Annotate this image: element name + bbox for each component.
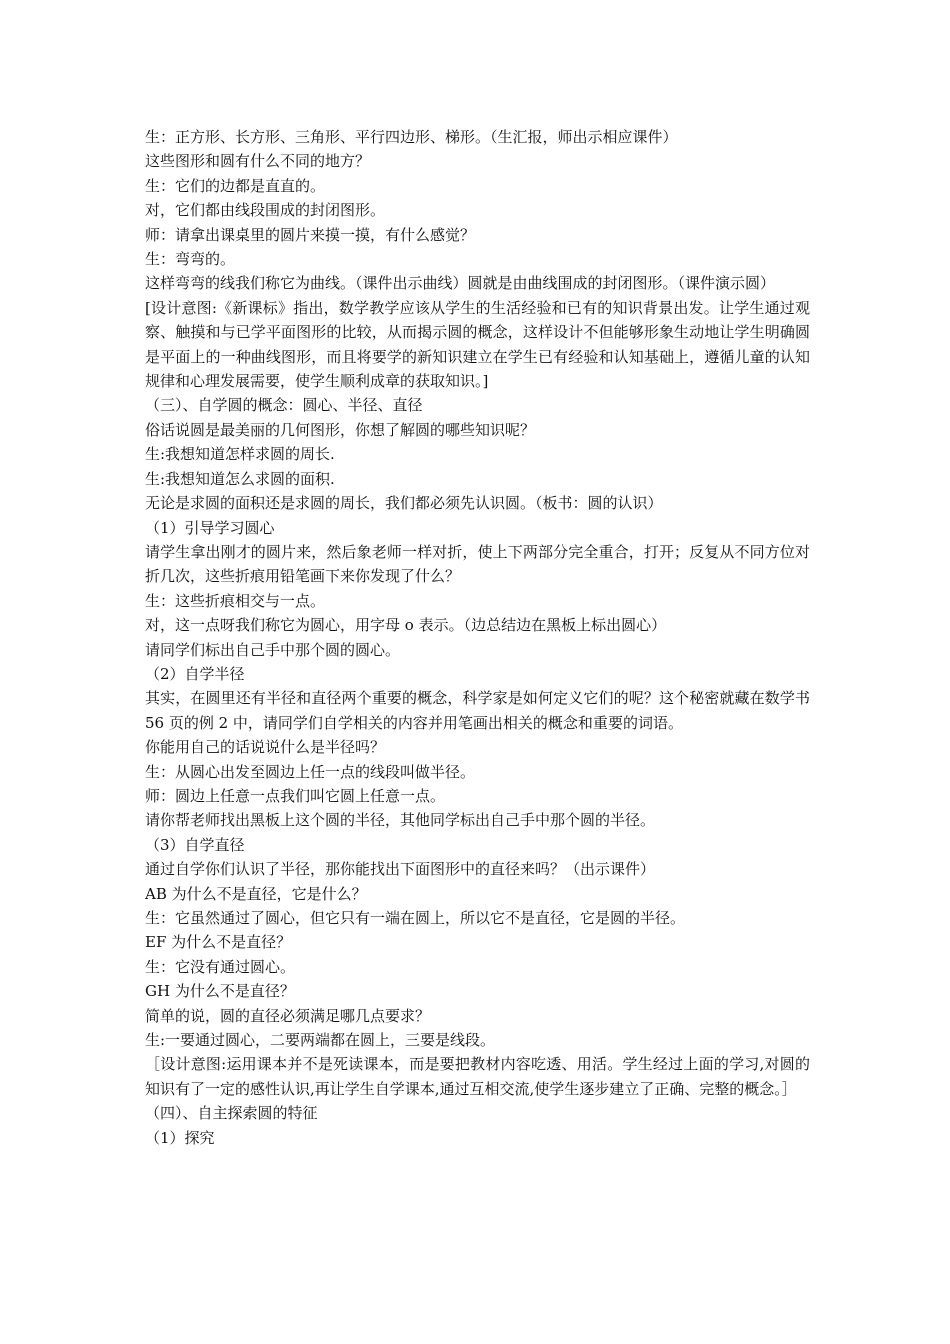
subsection-heading: （2）自学半径 xyxy=(145,664,245,683)
text-line: 生:我想知道怎样求圆的周长. xyxy=(145,445,335,464)
text-line: 生：正方形、长方形、三角形、平行四边形、梯形。（生汇报，师出示相应课件） xyxy=(145,128,678,146)
text-line: GH 为什么不是直径？ xyxy=(145,982,295,1001)
text-line: 生：弯弯的。 xyxy=(145,250,236,269)
text-line: 这些图形和圆有什么不同的地方？ xyxy=(145,152,371,171)
text-line: 生：这些折痕相交与一点。 xyxy=(145,591,326,610)
text-line: 请你帮老师找出黑板上这个圆的半径，其他同学标出自己手中那个圆的半径。 xyxy=(145,811,656,830)
text-line: 生:一要通过圆心，二要两端都在圆上，三要是线段。 xyxy=(145,1031,496,1050)
design-intent-paragraph: [设计意图:《新课标》指出，数学教学应该从学生的生活经验和已有的知识背景出发。让学生通过观察、触摸和与已学平面图形的比较，从而揭示圆的概念，这样设计不但能够形象生动地让学生明确圆是平面上的一种曲线图形，而且将要学的新知识建立在学生已有经验和认知基础上，遵循儿童的认知规律和心理发展需要，使学生顺利成章的获取知识。] xyxy=(145,298,810,391)
subsection-heading: （1）引导学习圆心 xyxy=(145,518,275,537)
text-line: 对，它们都由线段围成的封闭图形。 xyxy=(145,201,386,220)
text-line: 你能用自己的话说说什么是半径吗？ xyxy=(145,738,386,757)
text-line: EF 为什么不是直径？ xyxy=(145,933,292,952)
paragraph-radius: 其实，在圆里还有半径和直径两个重要的概念，科学家是如何定义它们的呢？这个秘密就藏在数学书 56 页的例 2 中，请同学们自学相关的内容并用笔画出相关的概念和重要的词语。 xyxy=(145,689,810,732)
text-line: 师：请拿出课桌里的圆片来摸一摸，有什么感觉？ xyxy=(145,225,476,244)
text-line: 简单的说，圆的直径必须满足哪几点要求？ xyxy=(145,1006,431,1025)
section-heading: （四）、自主探索圆的特征 xyxy=(145,1104,318,1123)
text-line: 请同学们标出自己手中那个圆的圆心。 xyxy=(145,640,401,659)
subsection-heading: （3）自学直径 xyxy=(145,835,245,854)
text-line: 无论是求圆的面积还是求圆的周长，我们都必须先认识圆。（板书：圆的认识） xyxy=(145,494,663,513)
text-line: 生：它们的边都是直直的。 xyxy=(145,176,326,195)
text-line: 师：圆边上任意一点我们叫它圆上任意一点。 xyxy=(145,786,446,805)
text-line: 对，这一点呀我们称它为圆心，用字母 o 表示。（边总结边在黑板上标出圆心） xyxy=(145,616,667,635)
design-intent-paragraph: ［设计意图:运用课本并不是死读课本，而是要把教材内容吃透、用活。学生经过上面的学习,对圆的知识有了一定的感性认识,再让学生自学课本,通过互相交流,使学生逐步建立了正确、完整的概念。］ xyxy=(145,1055,810,1098)
section-heading: （三）、自学圆的概念：圆心、半径、直径 xyxy=(145,396,423,415)
text-line: 生：它没有通过圆心。 xyxy=(145,957,296,976)
text-line: 生:我想知道怎么求圆的面积. xyxy=(145,469,335,488)
text-line: 生：它虽然通过了圆心，但它只有一端在圆上，所以它不是直径，它是圆的半径。 xyxy=(145,909,686,927)
text-line: 生：从圆心出发至圆边上任一点的线段叫做半径。 xyxy=(145,762,476,781)
text-line: AB 为什么不是直径，它是什么？ xyxy=(145,884,367,903)
subsection-heading: （1）探究 xyxy=(145,1128,215,1147)
paragraph-fold: 请学生拿出刚才的圆片来，然后象老师一样对折，使上下两部分完全重合，打开；反复从不同方位对折几次，这些折痕用铅笔画下来你发现了什么？ xyxy=(145,542,810,586)
paragraph-curve: 这样弯弯的线我们称它为曲线。（课件出示曲线）圆就是由曲线围成的封闭图形。（课件演示圆） xyxy=(145,274,776,293)
text-line: 通过自学你们认识了半径，那你能找出下面图形中的直径来吗？（出示课件） xyxy=(145,860,656,879)
document-body xyxy=(145,125,810,1150)
text-line: 俗话说圆是最美丽的几何图形，你想了解圆的哪些知识呢？ xyxy=(145,420,536,439)
